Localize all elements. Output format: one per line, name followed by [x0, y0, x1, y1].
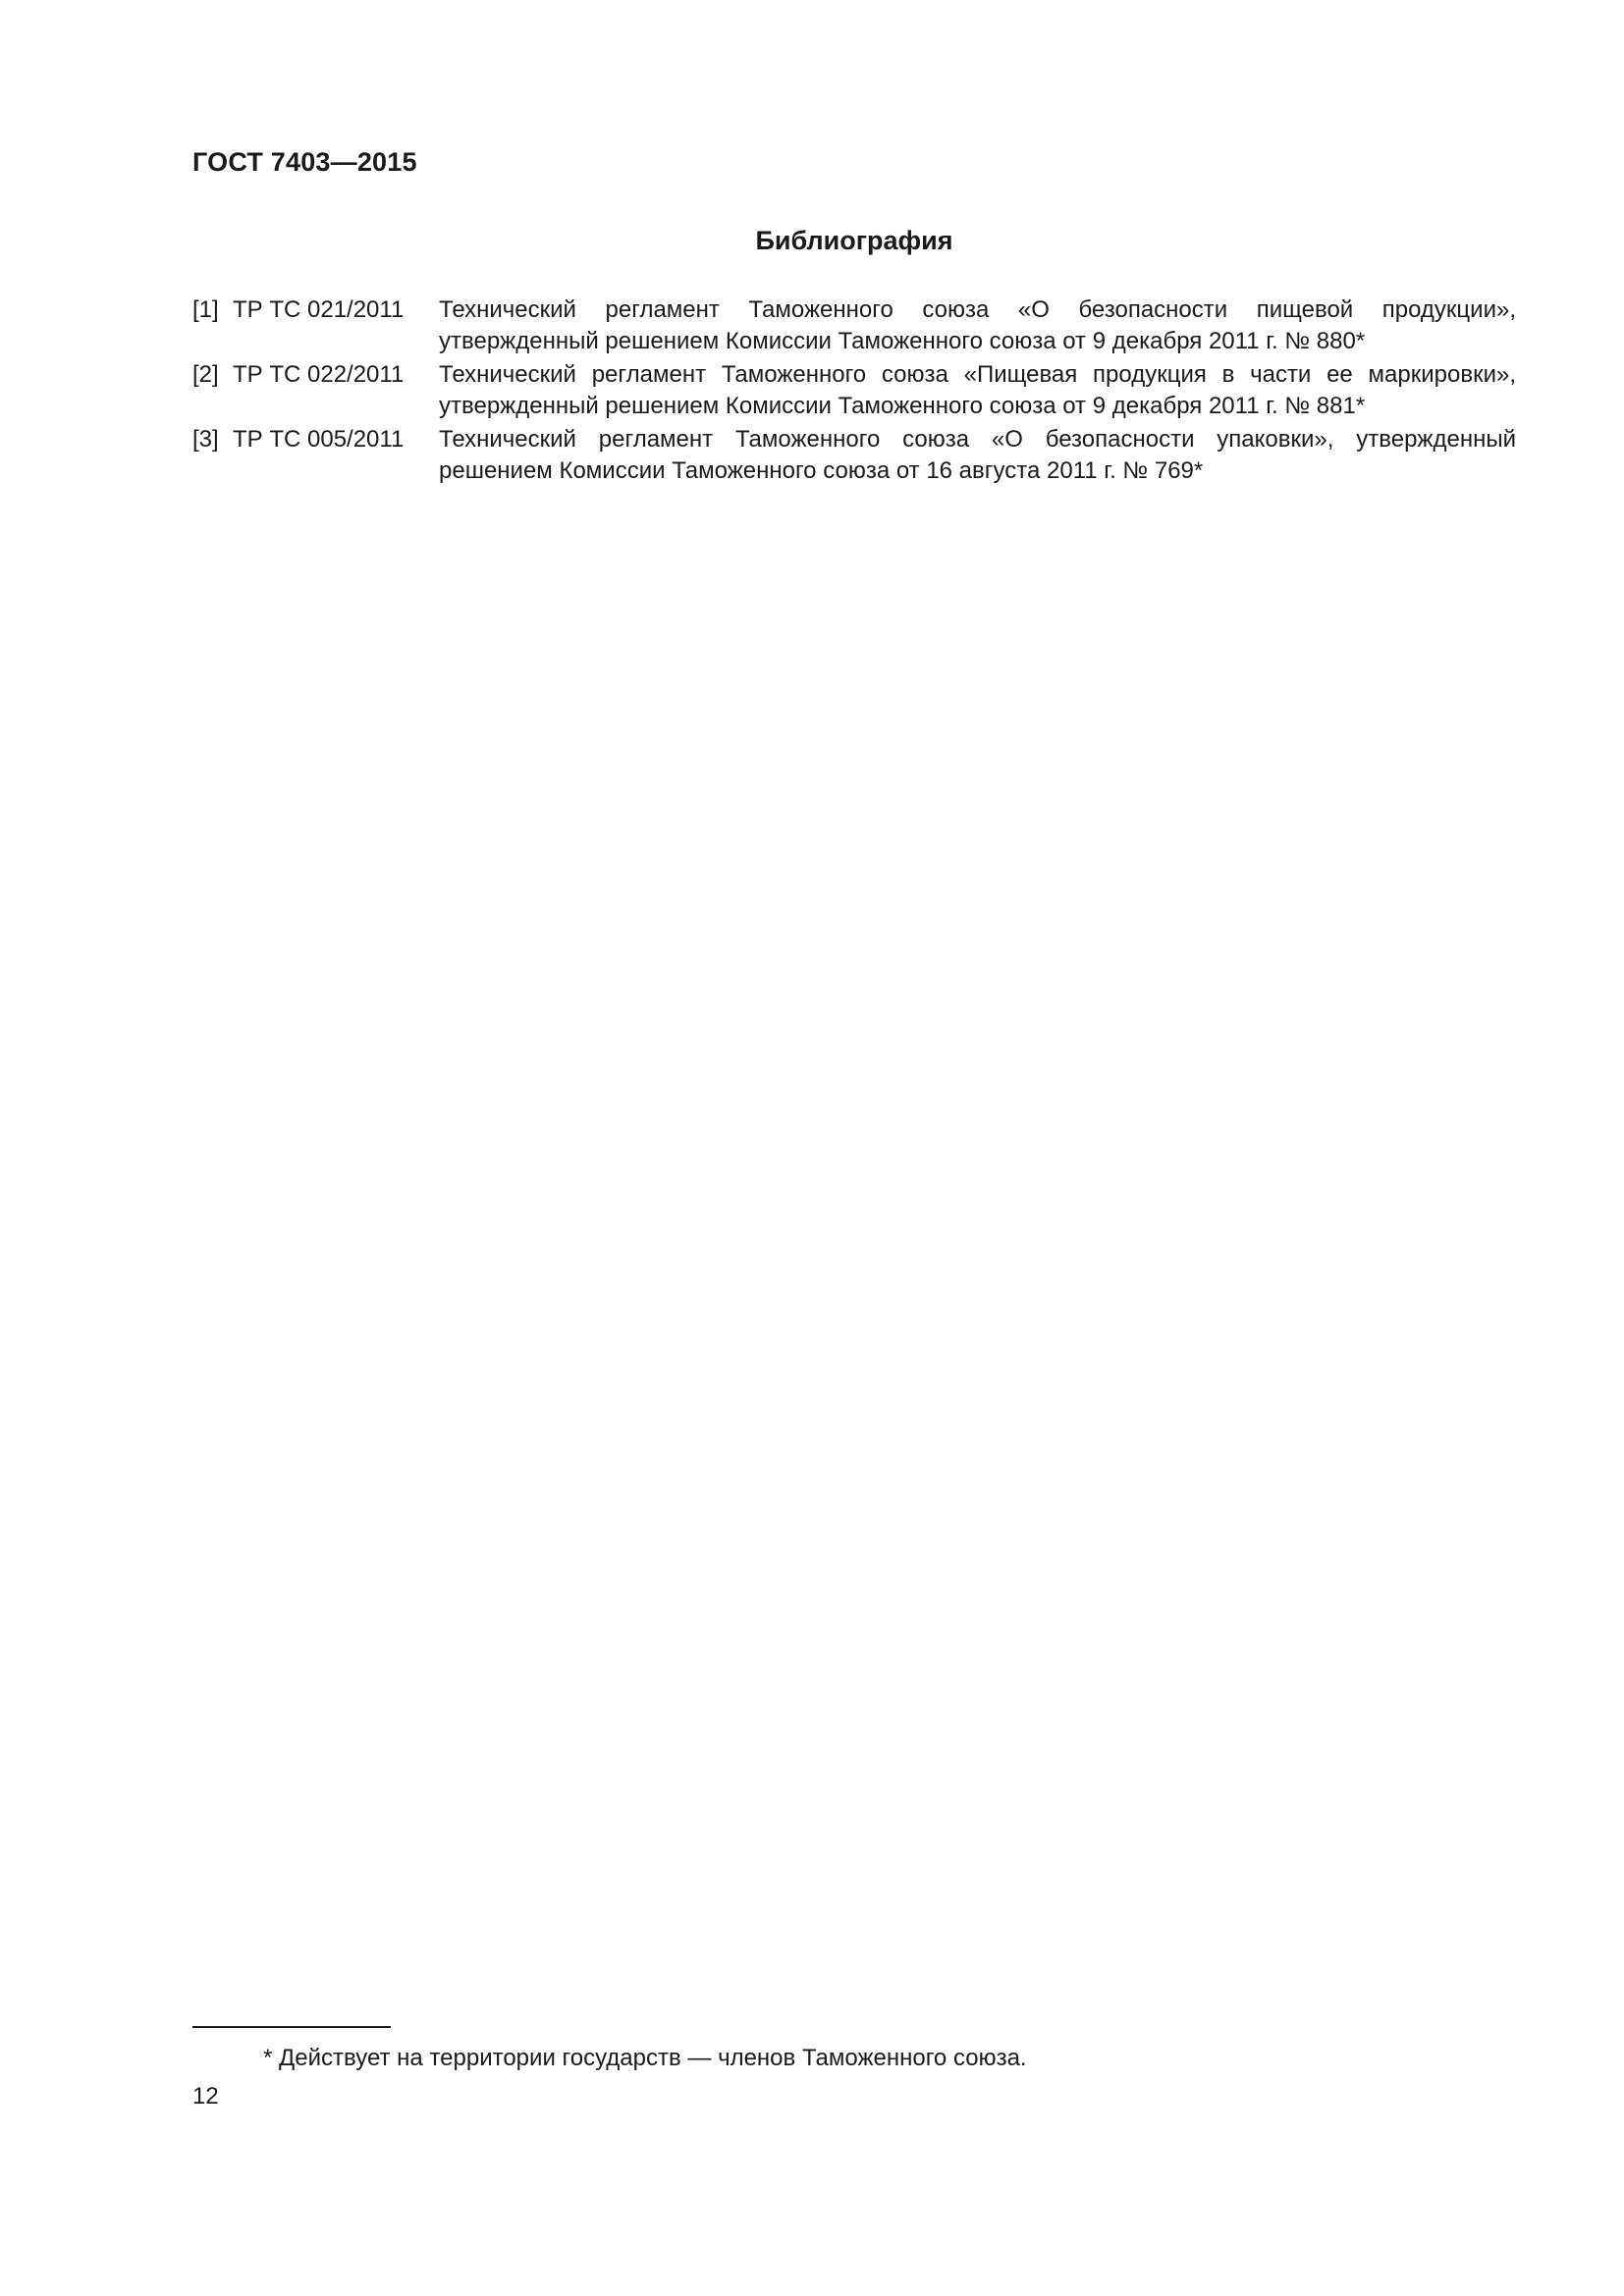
entry-code: ТР ТС 005/2011: [233, 426, 405, 453]
bibliography-entry: [192, 294, 1516, 357]
bibliography-list: [192, 294, 1516, 489]
section-title: Библиография: [755, 226, 953, 255]
footnote: * Действует на территории государств — членов Таможенного союза.: [263, 2045, 1027, 2071]
bibliography-entry: [192, 424, 1516, 487]
entry-text: Технический регламент Таможенного союза «О безопасности пищевой продукции», утвержденный решением Комиссии Таможенного союза от 9 декабря 2011 г. № 880*: [439, 296, 1516, 354]
document-header: ГОСТ 7403—2015: [192, 147, 417, 177]
page-number: 12: [192, 2083, 219, 2109]
entry-code: ТР ТС 022/2011: [233, 361, 405, 388]
entry-number: [1]: [192, 296, 219, 323]
entry-text: Технический регламент Таможенного союза «О безопасности упаковки», утвержденный решением Комиссии Таможенного союза от 16 августа 2011 г. № 769*: [439, 426, 1516, 484]
footnote-divider: [192, 2026, 391, 2028]
bibliography-entry: [192, 359, 1516, 422]
entry-text: Технический регламент Таможенного союза «Пищевая продукция в части ее маркировки», утвержденный решением Комиссии Таможенного союза от 9 декабря 2011 г. № 881*: [439, 361, 1516, 419]
entry-number: [2]: [192, 361, 219, 388]
entry-code: ТР ТС 021/2011: [233, 296, 405, 323]
entry-number: [3]: [192, 426, 219, 453]
